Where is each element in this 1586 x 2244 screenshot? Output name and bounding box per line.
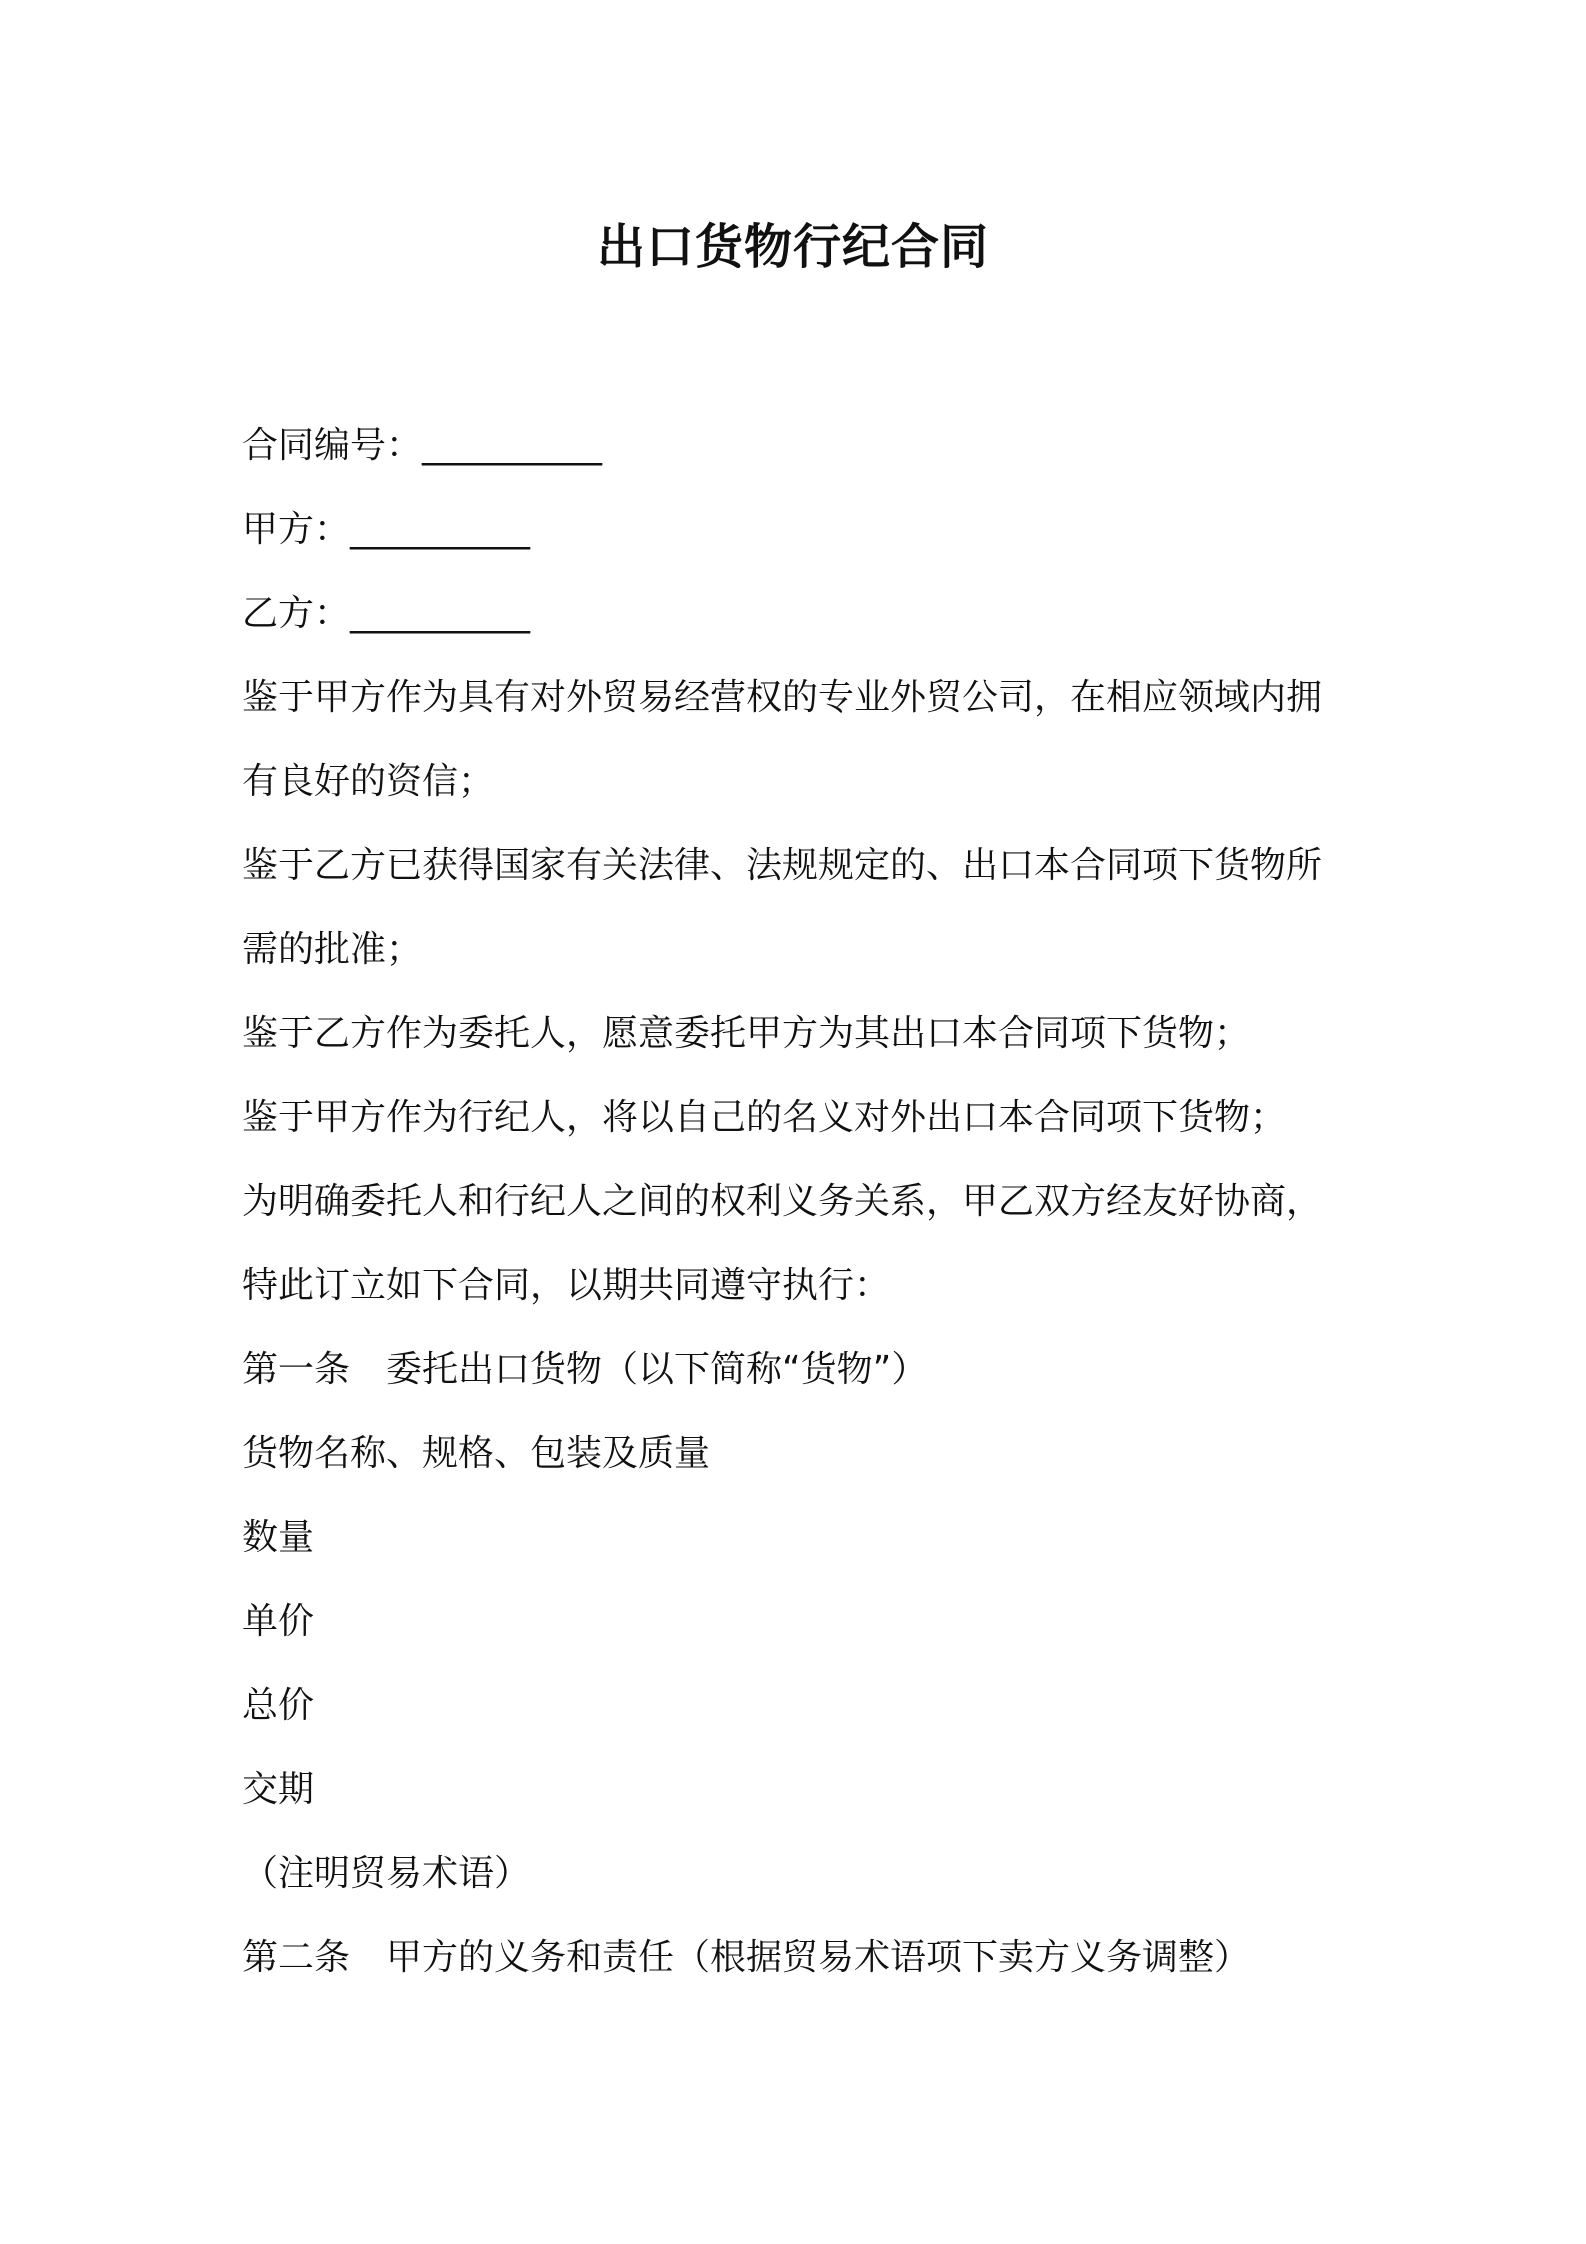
recital-line: 鉴于乙方作为委托人，愿意委托甲方为其出口本合同项下货物；	[242, 1013, 1251, 1054]
recital-line: 鉴于甲方作为行纪人，将以自己的名义对外出口本合同项下货物；	[242, 1097, 1287, 1138]
recital-line: 鉴于乙方已获得国家有关法律、法规规定的、出口本合同项下货物所	[242, 845, 1323, 886]
recital-line: 鉴于甲方作为具有对外贸易经营权的专业外贸公司，在相应领域内拥	[242, 677, 1323, 718]
goods-item: 数量	[242, 1517, 315, 1558]
article-title: 甲方的义务和责任（根据贸易术语项下卖方义务调整）	[386, 1937, 1251, 1978]
goods-item: 单价	[242, 1601, 315, 1642]
article-1-heading	[242, 1328, 1362, 1412]
party-a-line: 甲方：__________	[242, 509, 531, 550]
recital-line: 为明确委托人和行纪人之间的权利义务关系，甲乙双方经友好协商，	[242, 1181, 1323, 1222]
goods-item: 货物名称、规格、包装及质量	[242, 1433, 711, 1474]
goods-item: 交期	[242, 1769, 315, 1810]
article-number: 第一条	[242, 1349, 351, 1390]
article-2-heading	[242, 1916, 1362, 2000]
goods-item: 总价	[242, 1685, 315, 1726]
party-b-line: 乙方：__________	[242, 593, 531, 634]
article-number: 第二条	[242, 1937, 351, 1978]
document-title: 出口货物行纪合同	[596, 219, 989, 275]
contract-number-line: 合同编号：__________	[242, 425, 603, 466]
goods-item: （注明贸易术语）	[242, 1853, 531, 1894]
document-body	[242, 404, 1362, 2000]
recital-line: 有良好的资信；	[242, 761, 495, 802]
recital-line: 特此订立如下合同，以期共同遵守执行：	[242, 1265, 891, 1306]
recital-line: 需的批准；	[242, 929, 423, 970]
article-title: 委托出口货物（以下简称“货物”）	[386, 1349, 928, 1390]
